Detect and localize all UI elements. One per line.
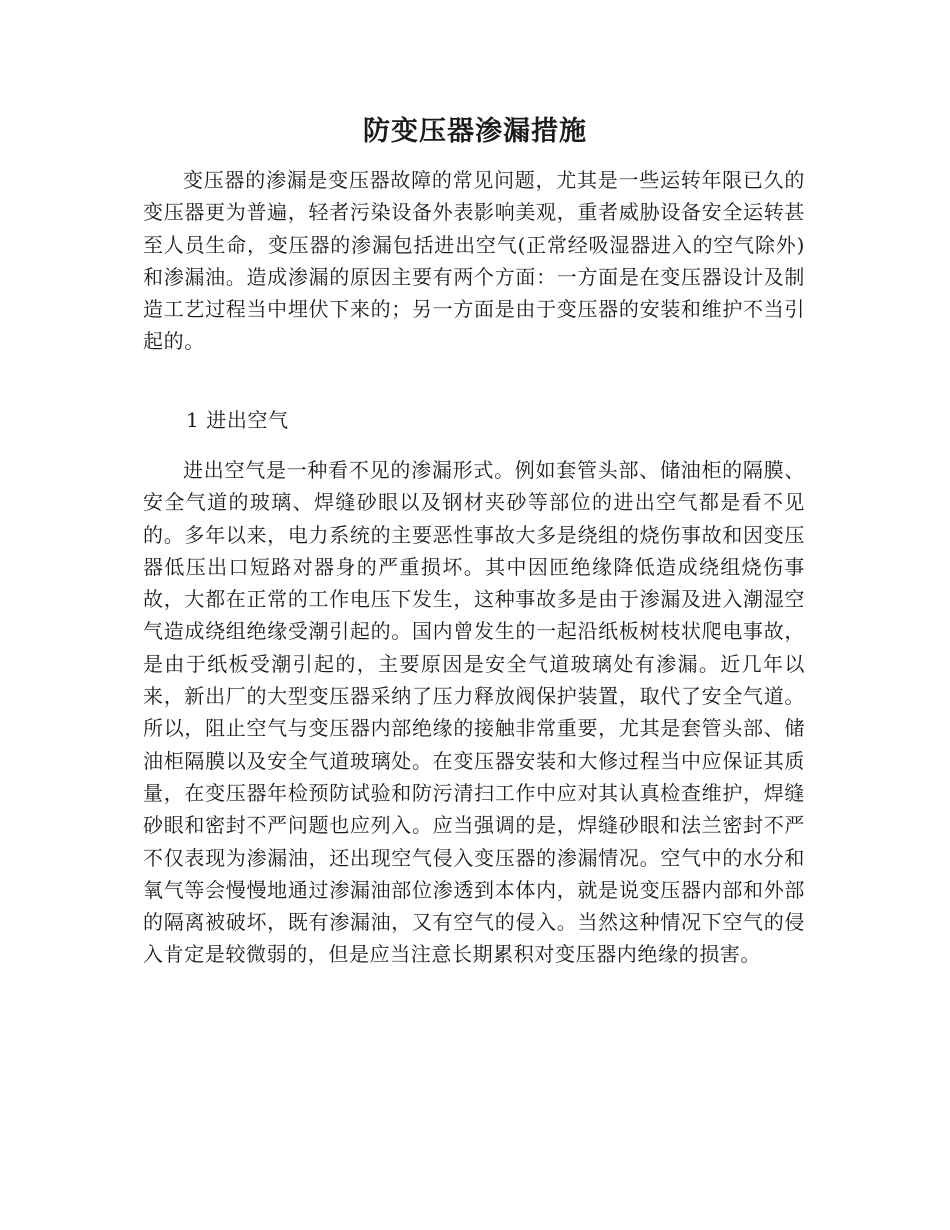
document-title: 防变压器渗漏措施 — [363, 116, 587, 147]
section-heading-air: 1 进出空气 — [186, 408, 289, 432]
intro-paragraph: 变压器的渗漏是变压器故障的常见问题，尤其是一些运转年限已久的变压器更为普遍，轻者污染设备外表影响美观，重者威胁设备安全运转甚至人员生命，变压器的渗漏包括进出空气(正常经吸湿器进入的空气除外)和渗漏油。造成渗漏的原因主要有两个方面：一方面是在变压器设计及制造工艺过程当中埋伏下来的；另一方面是由于变压器的安装和维护不当引起的。 — [143, 168, 805, 354]
section-body-air: 进出空气是一种看不见的渗漏形式。例如套管头部、储油柜的隔膜、安全气道的玻璃、焊缝砂眼以及钢材夹砂等部位的进出空气都是看不见的。多年以来，电力系统的主要恶性事故大多是绕组的烧伤事故和因变压器低压出口短路对器身的严重损坏。其中因匝绝缘降低造成绕组烧伤事故，大都在正常的工作电压下发生，这种事故多是由于渗漏及进入潮湿空气造成绕组绝缘受潮引起的。国内曾发生的一起沿纸板树枝状爬电事故，是由于纸板受潮引起的，主要原因是安全气道玻璃处有渗漏。近几年以来，新出厂的大型变压器采纳了压力释放阀保护装置，取代了安全气道。所以，阻止空气与变压器内部绝缘的接触非常重要，尤其是套管头部、储油柜隔膜以及安全气道玻璃处。在变压器安装和大修过程当中应保证其质量，在变压器年检预防试验和防污清扫工作中应对其认真检查维护，焊缝砂眼和密封不严问题也应列入。应当强调的是，焊缝砂眼和法兰密封不严不仅表现为渗漏油，还出现空气侵入变压器的渗漏情况。空气中的水分和氧气等会慢慢地通过渗漏油部位渗透到本体内，就是说变压器内部和外部的隔离被破坏，既有渗漏油，又有空气的侵入。当然这种情况下空气的侵入肯定是较微弱的，但是应当注意长期累积对变压器内绝缘的损害。 — [143, 458, 805, 967]
